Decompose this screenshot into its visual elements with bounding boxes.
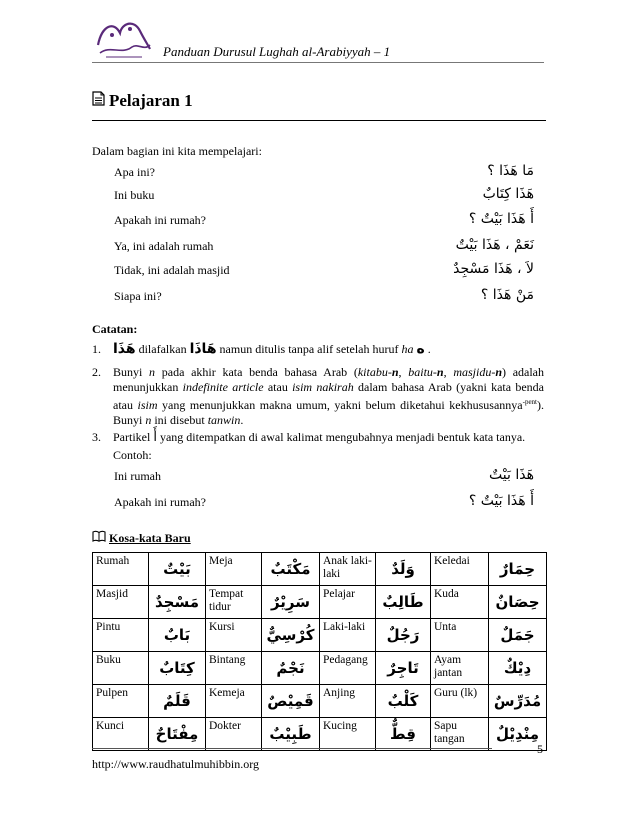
lesson-heading <box>92 91 193 111</box>
vocab-indonesian: Pedagang <box>320 652 376 685</box>
vocab-indonesian: Kemeja <box>206 685 262 718</box>
lesson-divider <box>92 120 546 121</box>
example-row <box>114 287 534 307</box>
example-latin: Siapa ini? <box>114 289 162 303</box>
example-arabic: أَ هَذَا بَيْتٌ ؟ <box>468 493 534 509</box>
vocab-indonesian: Pulpen <box>93 685 149 718</box>
example-row <box>114 261 534 281</box>
vocab-arabic: كُرْسِيٌّ <box>262 619 320 652</box>
table-row <box>93 652 547 685</box>
vocab-indonesian: Ayam jantan <box>431 652 489 685</box>
header-divider <box>92 62 544 63</box>
contoh-text: Contoh: <box>113 448 152 462</box>
vocab-indonesian: Rumah <box>93 553 149 586</box>
site-logo <box>92 15 154 61</box>
example-latin: Ya, ini adalah rumah <box>114 239 214 253</box>
vocab-arabic: طَبِيْبٌ <box>262 718 320 751</box>
vocab-indonesian: Laki-laki <box>320 619 376 652</box>
note-text: . <box>424 342 431 356</box>
note-text: ini disebut <box>151 413 208 427</box>
note-text: dilafalkan <box>135 342 190 356</box>
intro-text: Dalam bagian ini kita mempelajari: <box>92 144 262 158</box>
note-italic: ha <box>401 342 414 356</box>
note-italic: kitabu- <box>357 365 392 379</box>
note-italic: baitu- <box>408 365 437 379</box>
note-text: . <box>240 413 244 427</box>
note-arabic: هَاذَا <box>189 341 217 357</box>
vocab-heading <box>92 530 191 546</box>
table-row <box>93 685 547 718</box>
document-icon <box>92 91 105 111</box>
vocab-arabic: مِنْدِيْلٌ <box>489 718 547 751</box>
example-row <box>114 163 534 183</box>
vocab-indonesian: Pintu <box>93 619 149 652</box>
vocab-indonesian: Kursi <box>206 619 262 652</box>
note-2 <box>92 365 544 428</box>
vocab-indonesian: Sapu tangan <box>431 718 489 751</box>
table-row <box>93 586 547 619</box>
note-number: 3. <box>92 430 101 444</box>
vocab-indonesian: Guru (lk) <box>431 685 489 718</box>
vocab-indonesian: Kuda <box>431 586 489 619</box>
note-arabic: ه <box>416 341 425 357</box>
example-latin: Tidak, ini adalah masjid <box>114 263 230 277</box>
note-text: yang ditempatkan di awal kalimat mengubahnya menjadi bentuk kata tanya. <box>156 430 526 444</box>
example-arabic: نَعَمْ ، هَذَا بَيْتٌ <box>455 237 534 253</box>
vocab-indonesian: Kunci <box>93 718 149 751</box>
note-text: ) adalah menunjukkan <box>113 365 545 394</box>
vocab-arabic: بَابٌ <box>149 619 206 652</box>
note-italic: masjidu- <box>453 365 496 379</box>
note-arabic: أَ <box>153 430 157 445</box>
note-text: pada akhir kata benda bahasa Arab ( <box>155 365 358 379</box>
vocab-indonesian: Dokter <box>206 718 262 751</box>
vocab-arabic: حِصَانٌ <box>489 586 547 619</box>
note-text: yang menunjukkan makna umum, yakni belum diketahui kekhususannya <box>157 398 523 412</box>
vocab-arabic: كِتَابٌ <box>149 652 206 685</box>
note-1 <box>92 342 544 357</box>
note-arabic: هَذَا <box>113 341 136 357</box>
contoh-row <box>114 469 534 484</box>
vocab-arabic: نَجْمٌ <box>262 652 320 685</box>
vocab-indonesian: Buku <box>93 652 149 685</box>
header-title: Panduan Durusul Lughah al-Arabiyyah – 1 <box>163 44 391 59</box>
note-bold-italic: n <box>436 365 444 379</box>
vocab-indonesian: Kucing <box>320 718 376 751</box>
table-row <box>93 619 547 652</box>
note-italic: indefinite article <box>182 380 264 394</box>
vocab-arabic: دِيْكٌ <box>489 652 547 685</box>
note-number: 2. <box>92 365 101 379</box>
book-icon <box>92 530 106 546</box>
vocab-indonesian: Keledai <box>431 553 489 586</box>
vocab-arabic: سَرِيْرٌ <box>262 586 320 619</box>
vocab-arabic: مَكْتَبٌ <box>262 553 320 586</box>
note-italic: n <box>149 365 156 379</box>
vocab-arabic: مِفْتَاحٌ <box>149 718 206 751</box>
page-number: 5 <box>537 742 543 756</box>
vocab-arabic: قَلَمٌ <box>149 685 206 718</box>
footer-url[interactable]: http://www.raudhatulmuhibbin.org <box>92 757 259 771</box>
note-text: namun ditulis tanpa alif setelah huruf <box>216 342 402 356</box>
vocab-arabic: مَسْجِدٌ <box>149 586 206 619</box>
vocab-indonesian: Tempat tidur <box>206 586 262 619</box>
note-italic: n <box>145 413 152 427</box>
example-arabic: مَنْ هَذَا ؟ <box>480 287 534 303</box>
vocab-arabic: قِطٌّ <box>376 718 431 751</box>
example-arabic: لاَ ، هَذَا مَسْجِدٌ <box>453 261 534 277</box>
vocab-arabic: بَيْتٌ <box>149 553 206 586</box>
example-arabic: مَا هَذَا ؟ <box>487 163 534 179</box>
note-text: , <box>443 365 454 379</box>
vocab-arabic: حِمَارٌ <box>489 553 547 586</box>
note-italic: isim nakirah <box>292 380 354 394</box>
note-bold-italic: n <box>391 365 399 379</box>
lesson-title: Pelajaran 1 <box>109 91 193 110</box>
example-latin: Apakah ini rumah? <box>114 213 206 227</box>
note-number: 1. <box>92 342 101 356</box>
vocab-indonesian: Bintang <box>206 652 262 685</box>
note-italic: tanwin <box>207 413 241 427</box>
vocab-indonesian: Unta <box>431 619 489 652</box>
vocab-indonesian: Anak laki-laki <box>320 553 376 586</box>
vocab-table <box>92 552 547 751</box>
vocab-arabic: كَلْبٌ <box>376 685 431 718</box>
vocab-arabic: طَالِبٌ <box>376 586 431 619</box>
table-row <box>93 718 547 751</box>
note-text: dalam bahasa Arab (yakni kata benda atau <box>113 380 544 412</box>
contoh-label <box>92 448 544 463</box>
note-text: Partikel <box>113 430 154 444</box>
vocab-arabic: مُدَرِّسٌ <box>489 685 547 718</box>
footer-divider <box>92 748 492 749</box>
example-latin: Apa ini? <box>114 165 155 179</box>
example-row <box>114 211 534 231</box>
vocab-arabic: رَجُلٌ <box>376 619 431 652</box>
note-text: , <box>398 365 409 379</box>
note-superscript: -pent <box>522 398 537 406</box>
note-bold-italic: n <box>495 365 502 379</box>
example-latin: Ini rumah <box>114 469 161 483</box>
contoh-row <box>114 495 534 510</box>
example-arabic: أَ هَذَا بَيْتٌ ؟ <box>468 211 534 227</box>
example-row <box>114 237 534 257</box>
vocab-indonesian: Masjid <box>93 586 149 619</box>
note-text: ). Bunyi <box>113 398 544 427</box>
note-text: atau <box>263 380 293 394</box>
example-latin: Ini buku <box>114 188 155 202</box>
vocab-arabic: تَاجِرٌ <box>376 652 431 685</box>
vocab-arabic: جَمَلٌ <box>489 619 547 652</box>
vocab-indonesian: Pelajar <box>320 586 376 619</box>
note-text: Bunyi <box>113 365 150 379</box>
example-row <box>114 186 534 206</box>
vocab-indonesian: Anjing <box>320 685 376 718</box>
example-arabic: هَذَا بَيْتٌ <box>489 467 534 483</box>
note-3 <box>92 430 544 445</box>
notes-title: Catatan: <box>92 322 138 336</box>
example-latin: Apakah ini rumah? <box>114 495 206 509</box>
table-row <box>93 553 547 586</box>
note-italic: isim <box>137 398 158 412</box>
vocab-indonesian: Meja <box>206 553 262 586</box>
vocab-title: Kosa-kata Baru <box>109 530 191 545</box>
vocab-arabic: وَلَدٌ <box>376 553 431 586</box>
vocab-arabic: قَمِيْصٌ <box>262 685 320 718</box>
example-arabic: هَذَا كِتَابٌ <box>482 186 534 202</box>
